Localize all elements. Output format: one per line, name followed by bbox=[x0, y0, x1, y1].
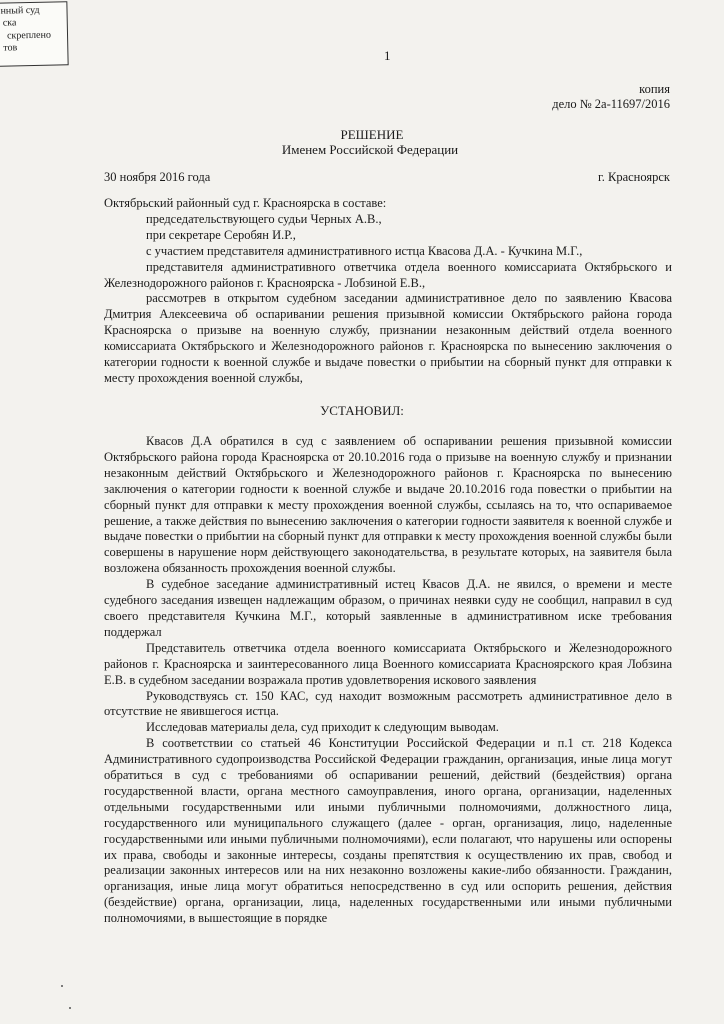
decision-city: г. Красноярск bbox=[598, 170, 670, 184]
stamp-line: нный суд bbox=[0, 4, 40, 17]
stamp-line: тов bbox=[3, 42, 18, 54]
body-paragraph: Представитель ответчика отдела военного комиссариата Октябрьского и Железнодорожного районов г. Красноярска и заинтересованного лица Военного комиссариата Красноярского края Лобзина Е.В. в судебном заседании возражала против удовлетворения искового заявления bbox=[104, 640, 672, 687]
stamp-line: ска bbox=[2, 17, 17, 30]
court-stamp bbox=[0, 1, 69, 66]
decision-date: 30 ноября 2016 года bbox=[104, 170, 211, 184]
intro-paragraph: рассмотрев в открытом судебном заседании административное дело по заявлению Квасова Дмитрия Алексеевича об оспаривании решения призывной комиссии Октябрьского района города Красноярска о призыве на военную службу, признании незаконным действий отдела военного комиссариата Октябрьского и Железнодорожного районов г. Красноярска по вынесению заключения о категории годности к военной службе и выдаче повестки о прибытии на сборный пункт для отправки к месту прохождения военной службы, bbox=[104, 291, 672, 385]
intro-paragraph: при секретаре Серобян И.Р., bbox=[146, 227, 296, 242]
stamp-line: скреплено bbox=[6, 29, 52, 42]
scan-speck bbox=[69, 1007, 71, 1009]
body-paragraph: Руководствуясь ст. 150 КАС, суд находит возможным рассмотреть административное дело в отсутствие не явившегося истца. bbox=[104, 688, 672, 719]
case-number: дело № 2а-11697/2016 bbox=[552, 97, 670, 111]
intro-paragraph: председательствующего судьи Черных А.В., bbox=[146, 211, 382, 226]
body-paragraph: Исследовав материалы дела, суд приходит к следующим выводам. bbox=[146, 720, 499, 735]
case-header bbox=[552, 82, 670, 112]
body-paragraph: В судебное заседание административный истец Квасов Д.А. не явился, о времени и месте судебного заседания извещен надлежащим образом, о причинах неявки суду не сообщил, направил в суд своего представителя Кучкина М.Г., который заявленные в административном иске требования поддержал bbox=[104, 577, 672, 639]
copy-label: копия bbox=[639, 82, 670, 96]
body-paragraph: В соответствии со статьей 46 Конституции Российской Федерации и п.1 ст. 218 Кодекса Административного судопроизводства Российской Федерации гражданин, организация, иные лица могут обратиться в суд с требованиями об оспаривании решений, действий (бездействия) органа государственной власти, органа местного самоуправления, иного органа, организации, наделенных отдельными государственными или иными публичными полномочиями, должностного лица, государственного или муниципального служащего (далее - орган, организация, лицо, наделенные государственными или иными публичными полномочиями), если полагают, что нарушены или оспорены их права, свободы и законные интересы, созданы препятствия к осуществлению их прав, свобод и реализации законных интересов или на них незаконно возложены какие-либо обязанности. Гражданин, организация, иные лица могут обратиться непосредственно в суд или оспорить решения, действия (бездействие) органа, организации, лица, наделенных государственными или иными публичными полномочиями, в вышестоящие в порядке bbox=[104, 736, 672, 926]
intro-block bbox=[104, 196, 672, 387]
intro-paragraph: с участием представителя административного истца Квасова Д.А. - Кучкина М.Г., bbox=[146, 243, 583, 258]
intro-paragraph: представителя административного ответчика отдела военного комиссариата Октябрьского и Железнодорожного районов г. Красноярска - Лобзиной Е.В., bbox=[104, 259, 672, 290]
scan-speck bbox=[61, 985, 63, 987]
section-heading: УСТАНОВИЛ: bbox=[320, 403, 404, 418]
intro-paragraph: Октябрьский районный суд г. Красноярска в составе: bbox=[104, 196, 387, 210]
document-subtitle: Именем Российской Федерации bbox=[281, 142, 459, 157]
page-number: 1 bbox=[384, 48, 391, 63]
document-title: РЕШЕНИЕ bbox=[340, 127, 404, 142]
body-block bbox=[104, 434, 672, 927]
body-paragraph: Квасов Д.А обратился в суд с заявлением об оспаривании решения призывной комиссии Октябрьского района города Красноярска от 20.10.2016 года о призыве на военную службу и признании незаконным действий Октябрьского и Железнодорожного районов г. Красноярска по вынесению заключения о категории годности к военной службе и выдаче 20.10.2016 года повестки о прибытии на сборный пункт для отправки к месту прохождения военной службы, ссылаясь на то, что оспариваемое решение, а также действия по вынесению заключения о категории годности заявителя к военной службе и выдаче повестки о прибытии на сборный пункт для отправки к месту прохождения военной службы были совершены в нарушение норм действующего законодательства, в результате которых, на заявителя была возложена обязанность прохождения военной службы. bbox=[104, 434, 672, 576]
